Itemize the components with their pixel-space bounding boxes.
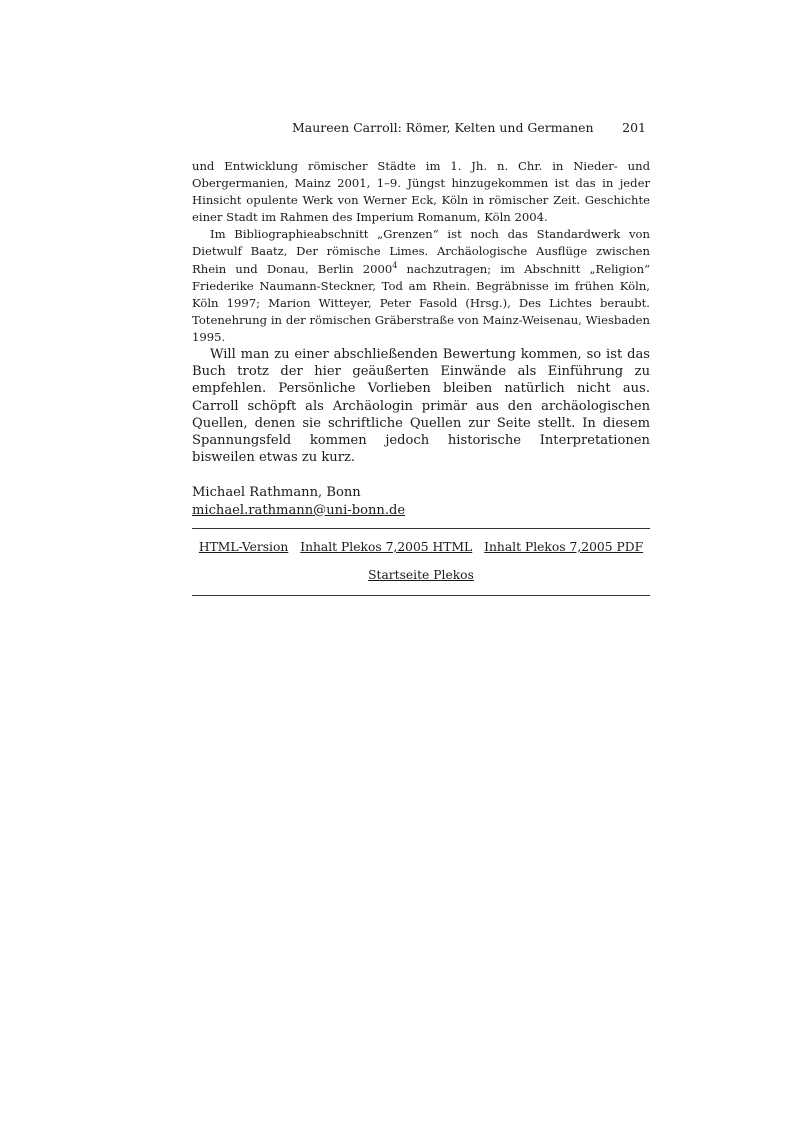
running-header	[192, 120, 650, 138]
article-body	[192, 158, 650, 466]
paragraph-2-part-a: Im Bibliographieabschnitt „Grenzen“ ist noch das Standardwerk von Dietwulf Baatz, Der römische Limes. Archäologische Ausflüge zwischen Rhein und Donau, Berlin 2000	[192, 227, 650, 276]
html-version-link[interactable]: HTML-Version	[198, 539, 289, 554]
paragraph-2	[192, 226, 650, 346]
document-page	[192, 120, 650, 596]
footnote-marker: 4	[392, 260, 398, 270]
running-title: Maureen Carroll: Römer, Kelten und Germanen	[292, 120, 594, 135]
inhalt-pdf-link[interactable]: Inhalt Plekos 7,2005 PDF	[484, 539, 644, 554]
inhalt-html-link[interactable]: Inhalt Plekos 7,2005 HTML	[300, 539, 473, 554]
paragraph-3: Will man zu einer abschließenden Bewertung kommen, so ist das Buch trotz der hier geäußerten Einwände als Einführung zu empfehlen. Persönliche Vorlieben bleiben natürlich nicht aus. Carroll schöpft als Archäologin primär aus den archäologischen Quellen, denen sie schriftliche Quellen zur Seite stellt. In diesem Spannungsfeld kommen jedoch historische Interpretationen bisweilen etwas zu kurz.	[192, 347, 650, 466]
footer-nav	[192, 539, 650, 556]
startseite-link[interactable]: Startseite Plekos	[368, 567, 474, 582]
signature-block	[192, 484, 650, 518]
page-number: 201	[622, 120, 646, 135]
author-line: Michael Rathmann, Bonn	[192, 485, 361, 501]
paragraph-2-part-b: nachzutragen; im Abschnitt „Religion“ Friederike Naumann-Steckner, Tod am Rhein. Begräbnisse im frühen Köln, Köln 1997; Marion Witteyer, Peter Fasold (Hrsg.), Des Lichtes beraubt. Totenehrung in der römischen Gräberstraße von Mainz-Weisenau, Wiesbaden 1995.	[192, 261, 651, 344]
footer-nav-home	[192, 567, 650, 584]
paragraph-1: und Entwicklung römischer Städte im 1. Jh. n. Chr. in Nieder- und Obergermanien, Mainz 2001, 1–9. Jüngst hinzugekommen ist das in jeder Hinsicht opulente Werk von Werner Eck, Köln in römischer Zeit. Geschichte einer Stadt im Rahmen des Imperium Romanum, Köln 2004.	[192, 159, 650, 225]
divider-bottom	[192, 595, 650, 596]
email-link[interactable]: michael.rathmann@uni-bonn.de	[192, 502, 406, 518]
divider-top	[192, 528, 650, 529]
